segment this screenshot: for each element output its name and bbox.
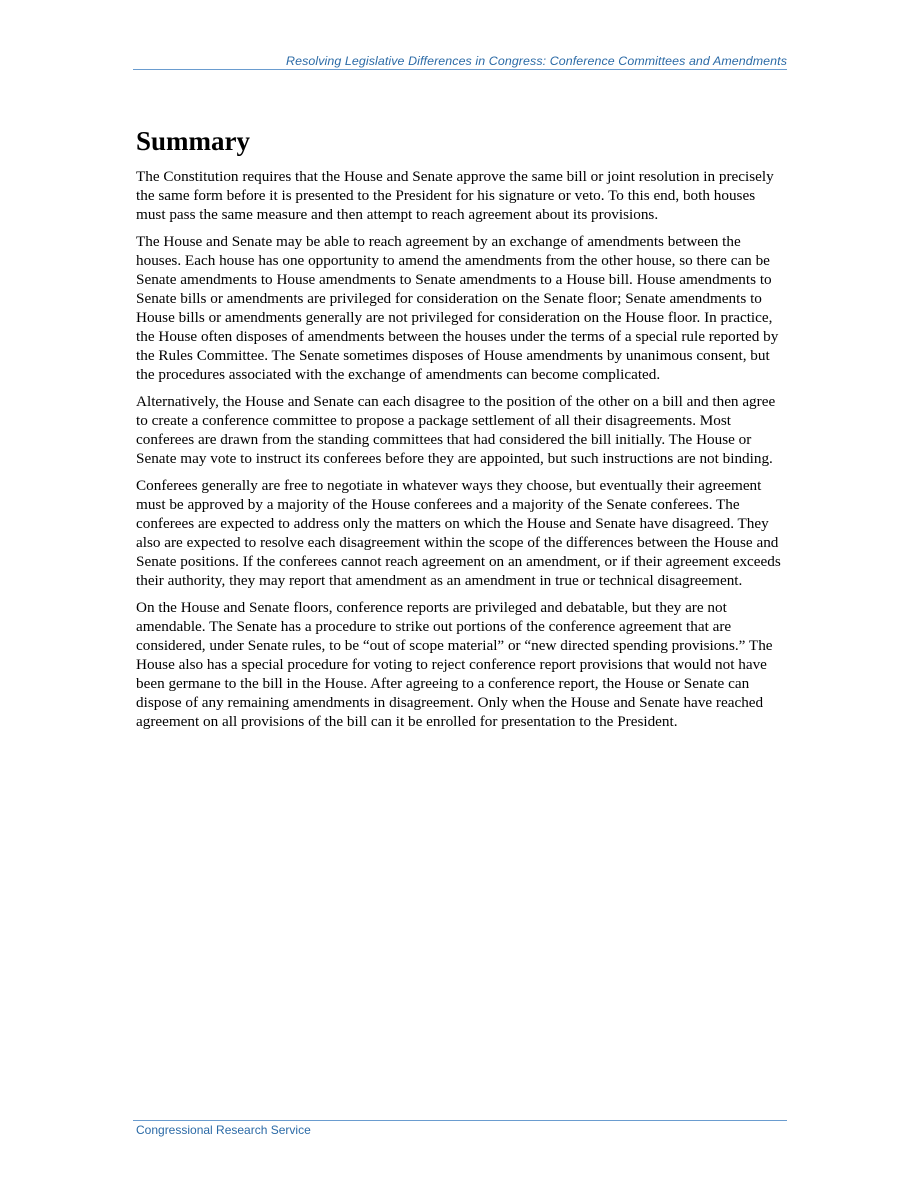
summary-paragraph-1: The Constitution requires that the House and Senate approve the same bill or joint resolution in precisely the same form before it is presented to the President for his signature or veto. To this end, both houses must pass the same measure and then attempt to reach agreement about its provisions.: [136, 168, 774, 223]
summary-paragraph-4: Conferees generally are free to negotiate in whatever ways they choose, but eventually their agreement must be approved by a majority of the House conferees and a majority of the Senate conferees. The conferees are expected to address only the matters on which the House and Senate have disagreed. They also are expected to resolve each disagreement within the scope of the differences between the House and Senate positions. If the conferees cannot reach agreement on an amendment, or if their agreement exceeds their authority, they may report that amendment as an amendment in true or technical disagreement.: [136, 477, 781, 589]
footer-organization: Congressional Research Service: [136, 1123, 311, 1137]
summary-section: [136, 124, 788, 739]
running-header: Resolving Legislative Differences in Congress: Conference Committees and Amendments: [133, 54, 787, 70]
footer-divider: [133, 1120, 787, 1121]
summary-paragraph-2: The House and Senate may be able to reach agreement by an exchange of amendments between the houses. Each house has one opportunity to amend the amendments from the other house, so there can be Senate amendments to House amendments to Senate amendments to a House bill. House amendments to Senate bills or amendments are privileged for consideration on the Senate floor; Senate amendments to House bills or amendments generally are not privileged for consideration on the House floor. In practice, the House often disposes of amendments between the houses under the terms of a special rule reported by the Rules Committee. The Senate sometimes disposes of House amendments by unanimous consent, but the procedures associated with the exchange of amendments can become complicated.: [136, 233, 779, 383]
section-title: Summary: [136, 126, 250, 156]
summary-paragraph-5: On the House and Senate floors, conference reports are privileged and debatable, but they are not amendable. The Senate has a procedure to strike out portions of the conference agreement that are considered, under Senate rules, to be “out of scope material” or “new directed spending provisions.” The House also has a special procedure for voting to reject conference report provisions that would not have been germane to the bill in the House. After agreeing to a conference report, the House or Senate can dispose of any remaining amendments in disagreement. Only when the House and Senate have reached agreement on all provisions of the bill can it be enrolled for presentation to the President.: [136, 599, 773, 730]
summary-paragraph-3: Alternatively, the House and Senate can each disagree to the position of the other on a bill and then agree to create a conference committee to propose a package settlement of all their disagreements. Most conferees are drawn from the standing committees that had considered the bill initially. The House or Senate may vote to instruct its conferees before they are appointed, but such instructions are not binding.: [136, 393, 776, 467]
